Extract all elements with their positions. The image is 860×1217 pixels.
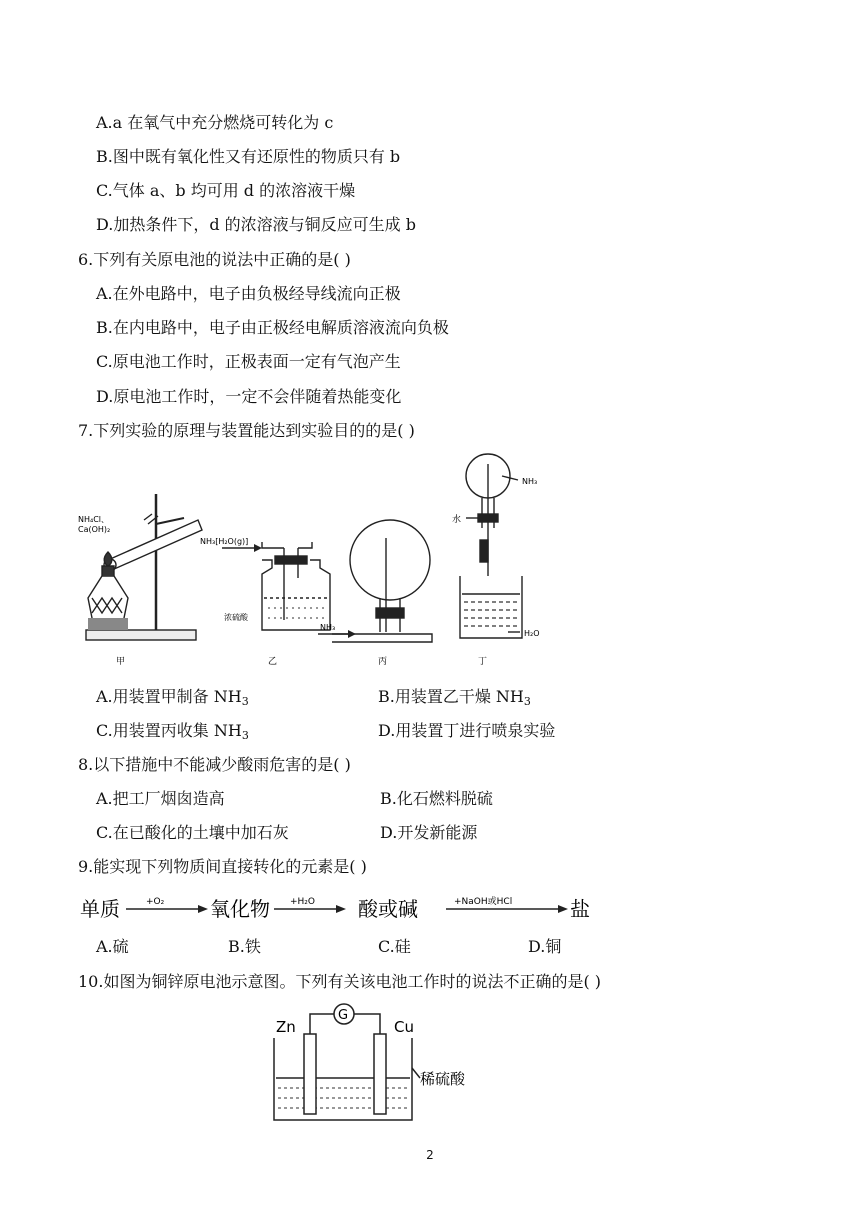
copper-electrode [374,1034,386,1114]
q5-option-c: C.气体 a、b 均可用 d 的浓溶液干燥 [96,181,356,200]
chain-acid-or-base: 酸或碱 [358,897,418,921]
stand-base [86,630,196,640]
round-flask [350,520,430,600]
reagent-label-2: Ca(OH)₂ [78,525,111,534]
acid-label: 浓硫酸 [224,613,248,622]
nh3-in-label: NH₃ [320,623,336,632]
q6-option-a: A.在外电路中，电子由负极经导线流向正极 [96,284,401,303]
q10-stem: 10.如图为铜锌原电池示意图。下列有关该电池工作时的说法不正确的是( ) [78,972,602,991]
q9-conversion-chain [78,890,598,926]
chain-arrow3-label: +NaOH或HCl [454,897,513,907]
chain-oxide: 氧化物 [210,897,270,921]
label-bing: 丙 [378,657,388,667]
q6-option-b: B.在内电路中，电子由正极经电解质溶液流向负极 [96,318,449,337]
q7-option-c: C.用装置丙收集 $NH_3$ [96,721,249,742]
zinc-electrode [304,1034,316,1114]
chain-salt: 盐 [570,897,590,921]
q9-option-a: A.硫 [96,937,129,956]
q7-stem: 7.下列实验的原理与装置能达到实验目的的是( ) [78,421,415,440]
q9-stem: 9.能实现下列物质间直接转化的元素是( ) [78,857,367,876]
chain-arrow1-label: +O₂ [146,897,165,907]
q9-option-d: D.铜 [528,937,562,956]
q6-stem: 6.下列有关原电池的说法中正确的是( ) [78,250,351,269]
q9-option-c: C.硅 [378,937,411,956]
cu-label: Cu [394,1018,414,1036]
q5-option-d: D.加热条件下，d 的浓溶液与铜反应可生成 b [96,215,417,234]
beaker [460,576,522,638]
water-label: 水 [452,515,462,525]
zn-label: Zn [276,1018,296,1036]
q7-option-a: A.用装置甲制备 $NH_3$ [96,687,249,708]
q7-option-b: B.用装置乙干燥 $NH_3$ [378,687,531,708]
label-jia: 甲 [116,657,126,667]
q7-apparatus-figure [72,448,562,678]
q8-option-a: A.把工厂烟囱造高 [96,789,225,808]
chain-arrow2-label: +H₂O [290,897,316,907]
q5-option-a: A.a 在氧气中充分燃烧可转化为 c [96,113,334,132]
q8-option-c: C.在已酸化的土壤中加石灰 [96,823,289,842]
q6-option-c: C.原电池工作时，正极表面一定有气泡产生 [96,352,401,371]
q10-galvanic-cell-figure [270,1000,490,1128]
q8-option-b: B.化石燃料脱硫 [380,789,493,808]
chain-simple-substance: 单质 [80,897,120,921]
q6-option-d: D.原电池工作时，一定不会伴随着热能变化 [96,387,402,406]
reagent-label-1: NH₄Cl、 [78,515,110,524]
label-yi: 乙 [268,657,278,667]
gas-in-label: NH₃[H₂O(g)] [200,537,249,546]
beaker [274,1038,412,1120]
wash-bottle [262,560,330,630]
page-number: 2 [426,1148,434,1162]
label-ding: 丁 [478,657,488,667]
dilute-sulfuric-acid-label: 稀硫酸 [420,1070,466,1088]
q8-stem: 8.以下措施中不能减少酸雨危害的是( ) [78,755,351,774]
q9-option-b: B.铁 [228,937,261,956]
h2o-label: H₂O [524,629,540,638]
nh3-flask-label: NH₃ [522,477,538,486]
q8-option-d: D.开发新能源 [380,823,478,842]
q7-option-d: D.用装置丁进行喷泉实验 [378,721,556,740]
q5-option-b: B.图中既有氧化性又有还原性的物质只有 b [96,147,401,166]
galvanometer-label: G [338,1008,349,1023]
